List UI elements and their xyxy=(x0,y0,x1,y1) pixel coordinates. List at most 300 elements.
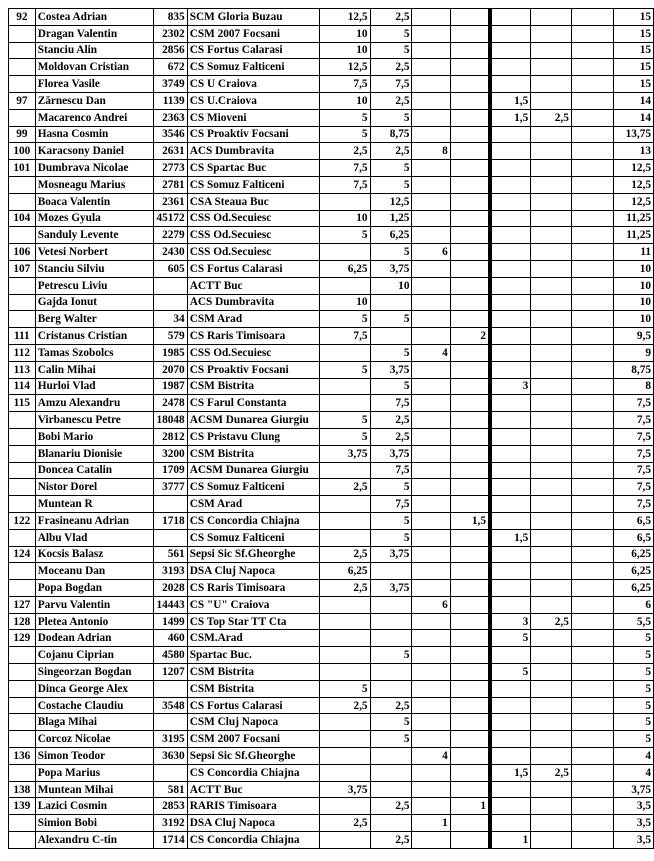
points-cell-3 xyxy=(412,832,450,849)
points-cell-5 xyxy=(490,344,531,361)
table-row xyxy=(9,630,654,647)
rank-cell: 97 xyxy=(9,92,36,109)
points-cell-6 xyxy=(531,260,572,277)
license-cell: 3630 xyxy=(154,748,187,765)
points-cell-3: 4 xyxy=(412,344,450,361)
points-cell-3: 1 xyxy=(412,815,450,832)
ranking-sheet xyxy=(8,8,654,849)
player-name-cell: Doncea Catalin xyxy=(35,462,154,479)
points-cell-7 xyxy=(571,76,613,93)
points-cell-3 xyxy=(412,680,450,697)
points-cell-6 xyxy=(531,664,572,681)
points-cell-1: 10 xyxy=(320,210,370,227)
rank-cell xyxy=(9,445,36,462)
table-row xyxy=(9,815,654,832)
license-cell: 3200 xyxy=(154,445,187,462)
rank-cell xyxy=(9,731,36,748)
points-cell-3 xyxy=(412,311,450,328)
points-cell-2: 10 xyxy=(370,277,412,294)
player-name-cell: Dinca George Alex xyxy=(35,680,154,697)
points-cell-6 xyxy=(531,781,572,798)
points-cell-7 xyxy=(571,563,613,580)
club-cell: CSM Bistrita xyxy=(187,680,319,697)
points-cell-4 xyxy=(450,227,490,244)
points-cell-3 xyxy=(412,731,450,748)
club-cell: CSM.Arad xyxy=(187,630,319,647)
points-cell-1: 2,5 xyxy=(320,143,370,160)
points-cell-3 xyxy=(412,25,450,42)
license-cell: 2853 xyxy=(154,798,187,815)
player-name-cell: Singeorzan Bogdan xyxy=(35,664,154,681)
player-name-cell: Cristanus Cristian xyxy=(35,328,154,345)
points-cell-3 xyxy=(412,92,450,109)
points-cell-5 xyxy=(490,244,531,261)
player-name-cell: Cojanu Ciprian xyxy=(35,647,154,664)
points-cell-3 xyxy=(412,76,450,93)
points-cell-2: 3,75 xyxy=(370,260,412,277)
points-cell-7 xyxy=(571,395,613,412)
points-cell-5 xyxy=(490,697,531,714)
club-cell: CS Raris Timisoara xyxy=(187,328,319,345)
license-cell: 672 xyxy=(154,59,187,76)
points-cell-5 xyxy=(490,714,531,731)
player-name-cell: Dodean Adrian xyxy=(35,630,154,647)
points-cell-4 xyxy=(450,25,490,42)
points-cell-3 xyxy=(412,160,450,177)
player-name-cell: Stanciu Silviu xyxy=(35,260,154,277)
rank-cell xyxy=(9,176,36,193)
points-cell-7 xyxy=(571,260,613,277)
points-cell-3 xyxy=(412,529,450,546)
points-cell-2 xyxy=(370,748,412,765)
total-cell: 5 xyxy=(613,680,653,697)
total-cell: 15 xyxy=(613,25,653,42)
player-name-cell: Kocsis Balasz xyxy=(35,546,154,563)
points-cell-7 xyxy=(571,59,613,76)
points-cell-4 xyxy=(450,294,490,311)
player-name-cell: Florea Vasile xyxy=(35,76,154,93)
license-cell: 2631 xyxy=(154,143,187,160)
points-cell-5: 1 xyxy=(490,832,531,849)
points-cell-3 xyxy=(412,496,450,513)
points-cell-4 xyxy=(450,160,490,177)
points-cell-7 xyxy=(571,143,613,160)
player-name-cell: Frasineanu Adrian xyxy=(35,512,154,529)
license-cell xyxy=(154,680,187,697)
points-cell-5 xyxy=(490,748,531,765)
total-cell: 7,5 xyxy=(613,445,653,462)
points-cell-1: 10 xyxy=(320,92,370,109)
player-name-cell: Hasna Cosmin xyxy=(35,126,154,143)
points-cell-2: 8,75 xyxy=(370,126,412,143)
total-cell: 3,75 xyxy=(613,781,653,798)
points-cell-5 xyxy=(490,412,531,429)
ranking-rows xyxy=(9,9,654,849)
club-cell: ACTT Buc xyxy=(187,781,319,798)
player-name-cell: Blanariu Dionisie xyxy=(35,445,154,462)
rank-cell: 136 xyxy=(9,748,36,765)
license-cell: 2070 xyxy=(154,361,187,378)
player-name-cell: Popa Bogdan xyxy=(35,580,154,597)
table-row xyxy=(9,697,654,714)
points-cell-1: 2,5 xyxy=(320,815,370,832)
points-cell-7 xyxy=(571,748,613,765)
club-cell: CS Top Star TT Cta xyxy=(187,613,319,630)
points-cell-5 xyxy=(490,160,531,177)
rank-cell: 128 xyxy=(9,613,36,630)
rank-cell: 107 xyxy=(9,260,36,277)
table-row xyxy=(9,462,654,479)
total-cell: 10 xyxy=(613,277,653,294)
club-cell: CS U Craiova xyxy=(187,76,319,93)
points-cell-1 xyxy=(320,512,370,529)
points-cell-2: 3,75 xyxy=(370,445,412,462)
points-cell-1: 6,25 xyxy=(320,260,370,277)
points-cell-4: 1,5 xyxy=(450,512,490,529)
table-row xyxy=(9,731,654,748)
club-cell: CS U.Craiova xyxy=(187,92,319,109)
points-cell-2: 5 xyxy=(370,714,412,731)
license-cell: 460 xyxy=(154,630,187,647)
license-cell: 3777 xyxy=(154,479,187,496)
club-cell: Sepsi Sic Sf.Gheorghe xyxy=(187,748,319,765)
table-row xyxy=(9,244,654,261)
table-row xyxy=(9,143,654,160)
points-cell-5 xyxy=(490,294,531,311)
points-cell-2: 5 xyxy=(370,109,412,126)
points-cell-4 xyxy=(450,697,490,714)
points-cell-2: 5 xyxy=(370,529,412,546)
total-cell: 13,75 xyxy=(613,126,653,143)
club-cell: CS Fortus Calarasi xyxy=(187,42,319,59)
club-cell: CS Mioveni xyxy=(187,109,319,126)
club-cell: CS Farul Constanta xyxy=(187,395,319,412)
points-cell-7 xyxy=(571,311,613,328)
rank-cell xyxy=(9,25,36,42)
points-cell-4 xyxy=(450,714,490,731)
player-name-cell: Virbanescu Petre xyxy=(35,412,154,429)
points-cell-3 xyxy=(412,210,450,227)
points-cell-1: 3,75 xyxy=(320,445,370,462)
player-name-cell: Alexandru C-tin xyxy=(35,832,154,849)
player-name-cell: Boaca Valentin xyxy=(35,193,154,210)
club-cell: CSM 2007 Focsani xyxy=(187,731,319,748)
total-cell: 10 xyxy=(613,311,653,328)
points-cell-1 xyxy=(320,596,370,613)
points-cell-6 xyxy=(531,412,572,429)
total-cell: 5 xyxy=(613,664,653,681)
points-cell-6: 2,5 xyxy=(531,764,572,781)
points-cell-6 xyxy=(531,479,572,496)
points-cell-7 xyxy=(571,781,613,798)
license-cell: 581 xyxy=(154,781,187,798)
license-cell: 605 xyxy=(154,260,187,277)
points-cell-5 xyxy=(490,462,531,479)
table-row xyxy=(9,798,654,815)
points-cell-6 xyxy=(531,815,572,832)
points-cell-7 xyxy=(571,210,613,227)
points-cell-5 xyxy=(490,210,531,227)
points-cell-4 xyxy=(450,815,490,832)
points-cell-1 xyxy=(320,395,370,412)
total-cell: 7,5 xyxy=(613,395,653,412)
points-cell-4: 2 xyxy=(450,328,490,345)
player-name-cell: Albu Vlad xyxy=(35,529,154,546)
points-cell-1: 7,5 xyxy=(320,328,370,345)
points-cell-1: 5 xyxy=(320,361,370,378)
rank-cell xyxy=(9,563,36,580)
points-cell-4 xyxy=(450,680,490,697)
points-cell-1: 6,25 xyxy=(320,563,370,580)
points-cell-2: 7,5 xyxy=(370,76,412,93)
points-cell-7 xyxy=(571,546,613,563)
points-cell-3 xyxy=(412,59,450,76)
points-cell-5: 3 xyxy=(490,378,531,395)
points-cell-5 xyxy=(490,42,531,59)
points-cell-7 xyxy=(571,613,613,630)
points-cell-2 xyxy=(370,630,412,647)
total-cell: 15 xyxy=(613,76,653,93)
points-cell-6 xyxy=(531,630,572,647)
points-cell-5 xyxy=(490,193,531,210)
points-cell-2: 5 xyxy=(370,647,412,664)
points-cell-1: 12,5 xyxy=(320,9,370,26)
rank-cell xyxy=(9,428,36,445)
license-cell: 579 xyxy=(154,328,187,345)
points-cell-4 xyxy=(450,143,490,160)
table-row xyxy=(9,277,654,294)
total-cell: 9,5 xyxy=(613,328,653,345)
license-cell: 2773 xyxy=(154,160,187,177)
total-cell: 7,5 xyxy=(613,412,653,429)
points-cell-2: 1,25 xyxy=(370,210,412,227)
total-cell: 5 xyxy=(613,647,653,664)
points-cell-5 xyxy=(490,798,531,815)
rank-cell: 92 xyxy=(9,9,36,26)
club-cell: CS Pristavu Clung xyxy=(187,428,319,445)
points-cell-3 xyxy=(412,294,450,311)
points-cell-7 xyxy=(571,680,613,697)
points-cell-3 xyxy=(412,428,450,445)
player-name-cell: Mozes Gyula xyxy=(35,210,154,227)
points-cell-3 xyxy=(412,378,450,395)
club-cell: Spartac Buc. xyxy=(187,647,319,664)
rank-cell xyxy=(9,193,36,210)
total-cell: 5 xyxy=(613,731,653,748)
points-cell-3 xyxy=(412,714,450,731)
points-cell-1 xyxy=(320,277,370,294)
points-cell-4 xyxy=(450,193,490,210)
points-cell-6 xyxy=(531,277,572,294)
points-cell-4 xyxy=(450,428,490,445)
points-cell-7 xyxy=(571,92,613,109)
table-row xyxy=(9,109,654,126)
points-cell-4 xyxy=(450,832,490,849)
total-cell: 3,5 xyxy=(613,832,653,849)
player-name-cell: Muntean Mihai xyxy=(35,781,154,798)
points-cell-2: 2,5 xyxy=(370,143,412,160)
points-cell-4 xyxy=(450,9,490,26)
license-cell: 3193 xyxy=(154,563,187,580)
points-cell-3 xyxy=(412,193,450,210)
player-name-cell: Corcoz Nicolae xyxy=(35,731,154,748)
table-row xyxy=(9,563,654,580)
player-name-cell: Hurloi Vlad xyxy=(35,378,154,395)
table-row xyxy=(9,680,654,697)
points-cell-5 xyxy=(490,647,531,664)
points-cell-5 xyxy=(490,260,531,277)
points-cell-4 xyxy=(450,378,490,395)
rank-cell xyxy=(9,412,36,429)
points-cell-6 xyxy=(531,193,572,210)
rank-cell xyxy=(9,277,36,294)
rank-cell xyxy=(9,647,36,664)
club-cell: CS Proaktiv Focsani xyxy=(187,126,319,143)
player-name-cell: Parvu Valentin xyxy=(35,596,154,613)
total-cell: 14 xyxy=(613,92,653,109)
rank-cell: 139 xyxy=(9,798,36,815)
points-cell-4: 1 xyxy=(450,798,490,815)
points-cell-7 xyxy=(571,664,613,681)
club-cell: CS Somuz Falticeni xyxy=(187,529,319,546)
total-cell: 13 xyxy=(613,143,653,160)
points-cell-1: 7,5 xyxy=(320,76,370,93)
license-cell xyxy=(154,496,187,513)
player-name-cell: Moldovan Cristian xyxy=(35,59,154,76)
points-cell-2: 5 xyxy=(370,731,412,748)
points-cell-7 xyxy=(571,160,613,177)
points-cell-5 xyxy=(490,781,531,798)
license-cell: 1714 xyxy=(154,832,187,849)
points-cell-6: 2,5 xyxy=(531,109,572,126)
club-cell: CS Somuz Falticeni xyxy=(187,176,319,193)
points-cell-2: 12,5 xyxy=(370,193,412,210)
club-cell: CS Concordia Chiajna xyxy=(187,764,319,781)
points-cell-7 xyxy=(571,445,613,462)
license-cell xyxy=(154,714,187,731)
points-cell-7 xyxy=(571,126,613,143)
table-row xyxy=(9,580,654,597)
total-cell: 6,25 xyxy=(613,563,653,580)
table-row xyxy=(9,428,654,445)
player-name-cell: Lazici Cosmin xyxy=(35,798,154,815)
points-cell-4 xyxy=(450,613,490,630)
player-name-cell: Muntean R xyxy=(35,496,154,513)
points-cell-2: 2,5 xyxy=(370,9,412,26)
points-cell-2: 7,5 xyxy=(370,496,412,513)
points-cell-4 xyxy=(450,647,490,664)
rank-cell: 114 xyxy=(9,378,36,395)
points-cell-6 xyxy=(531,143,572,160)
rank-cell xyxy=(9,832,36,849)
points-cell-4 xyxy=(450,260,490,277)
points-cell-7 xyxy=(571,109,613,126)
points-cell-1: 10 xyxy=(320,294,370,311)
points-cell-3 xyxy=(412,697,450,714)
points-cell-3 xyxy=(412,563,450,580)
table-row xyxy=(9,193,654,210)
points-cell-1: 3,75 xyxy=(320,781,370,798)
points-cell-2: 2,5 xyxy=(370,428,412,445)
license-cell: 561 xyxy=(154,546,187,563)
table-row xyxy=(9,479,654,496)
table-row xyxy=(9,25,654,42)
points-cell-6: 2,5 xyxy=(531,613,572,630)
points-cell-7 xyxy=(571,277,613,294)
points-cell-7 xyxy=(571,9,613,26)
total-cell: 12,5 xyxy=(613,160,653,177)
rank-cell: 129 xyxy=(9,630,36,647)
club-cell: CSS Od.Secuiesc xyxy=(187,244,319,261)
total-cell: 7,5 xyxy=(613,479,653,496)
club-cell: CSS Od.Secuiesc xyxy=(187,344,319,361)
points-cell-4 xyxy=(450,445,490,462)
points-cell-4 xyxy=(450,580,490,597)
player-name-cell: Petrescu Liviu xyxy=(35,277,154,294)
points-cell-2: 5 xyxy=(370,25,412,42)
points-cell-7 xyxy=(571,596,613,613)
points-cell-4 xyxy=(450,563,490,580)
license-cell: 1985 xyxy=(154,344,187,361)
total-cell: 15 xyxy=(613,59,653,76)
license-cell xyxy=(154,529,187,546)
points-cell-2: 7,5 xyxy=(370,395,412,412)
points-cell-5 xyxy=(490,227,531,244)
table-row xyxy=(9,76,654,93)
license-cell: 1207 xyxy=(154,664,187,681)
points-cell-5 xyxy=(490,76,531,93)
points-cell-7 xyxy=(571,412,613,429)
rank-cell: 106 xyxy=(9,244,36,261)
points-cell-3 xyxy=(412,9,450,26)
table-row xyxy=(9,412,654,429)
points-cell-6 xyxy=(531,378,572,395)
total-cell: 11,25 xyxy=(613,210,653,227)
points-cell-6 xyxy=(531,596,572,613)
points-cell-5 xyxy=(490,143,531,160)
points-cell-5 xyxy=(490,596,531,613)
total-cell: 8,75 xyxy=(613,361,653,378)
points-cell-1 xyxy=(320,798,370,815)
license-cell: 1499 xyxy=(154,613,187,630)
points-cell-1 xyxy=(320,832,370,849)
license-cell: 3548 xyxy=(154,697,187,714)
player-name-cell: Berg Walter xyxy=(35,311,154,328)
points-cell-2: 6,25 xyxy=(370,227,412,244)
points-cell-1 xyxy=(320,630,370,647)
club-cell: CSM Bistrita xyxy=(187,378,319,395)
license-cell: 1139 xyxy=(154,92,187,109)
points-cell-2: 3,75 xyxy=(370,361,412,378)
points-cell-1 xyxy=(320,529,370,546)
club-cell: RARIS Timisoara xyxy=(187,798,319,815)
points-cell-7 xyxy=(571,832,613,849)
points-cell-5 xyxy=(490,496,531,513)
points-cell-1 xyxy=(320,714,370,731)
points-cell-1: 2,5 xyxy=(320,546,370,563)
player-name-cell: Tamas Szobolcs xyxy=(35,344,154,361)
points-cell-2 xyxy=(370,328,412,345)
player-name-cell: Karacsony Daniel xyxy=(35,143,154,160)
points-cell-3 xyxy=(412,479,450,496)
points-cell-4 xyxy=(450,92,490,109)
points-cell-6 xyxy=(531,294,572,311)
points-cell-5 xyxy=(490,328,531,345)
points-cell-3 xyxy=(412,580,450,597)
total-cell: 11,25 xyxy=(613,227,653,244)
points-cell-7 xyxy=(571,428,613,445)
points-cell-7 xyxy=(571,244,613,261)
